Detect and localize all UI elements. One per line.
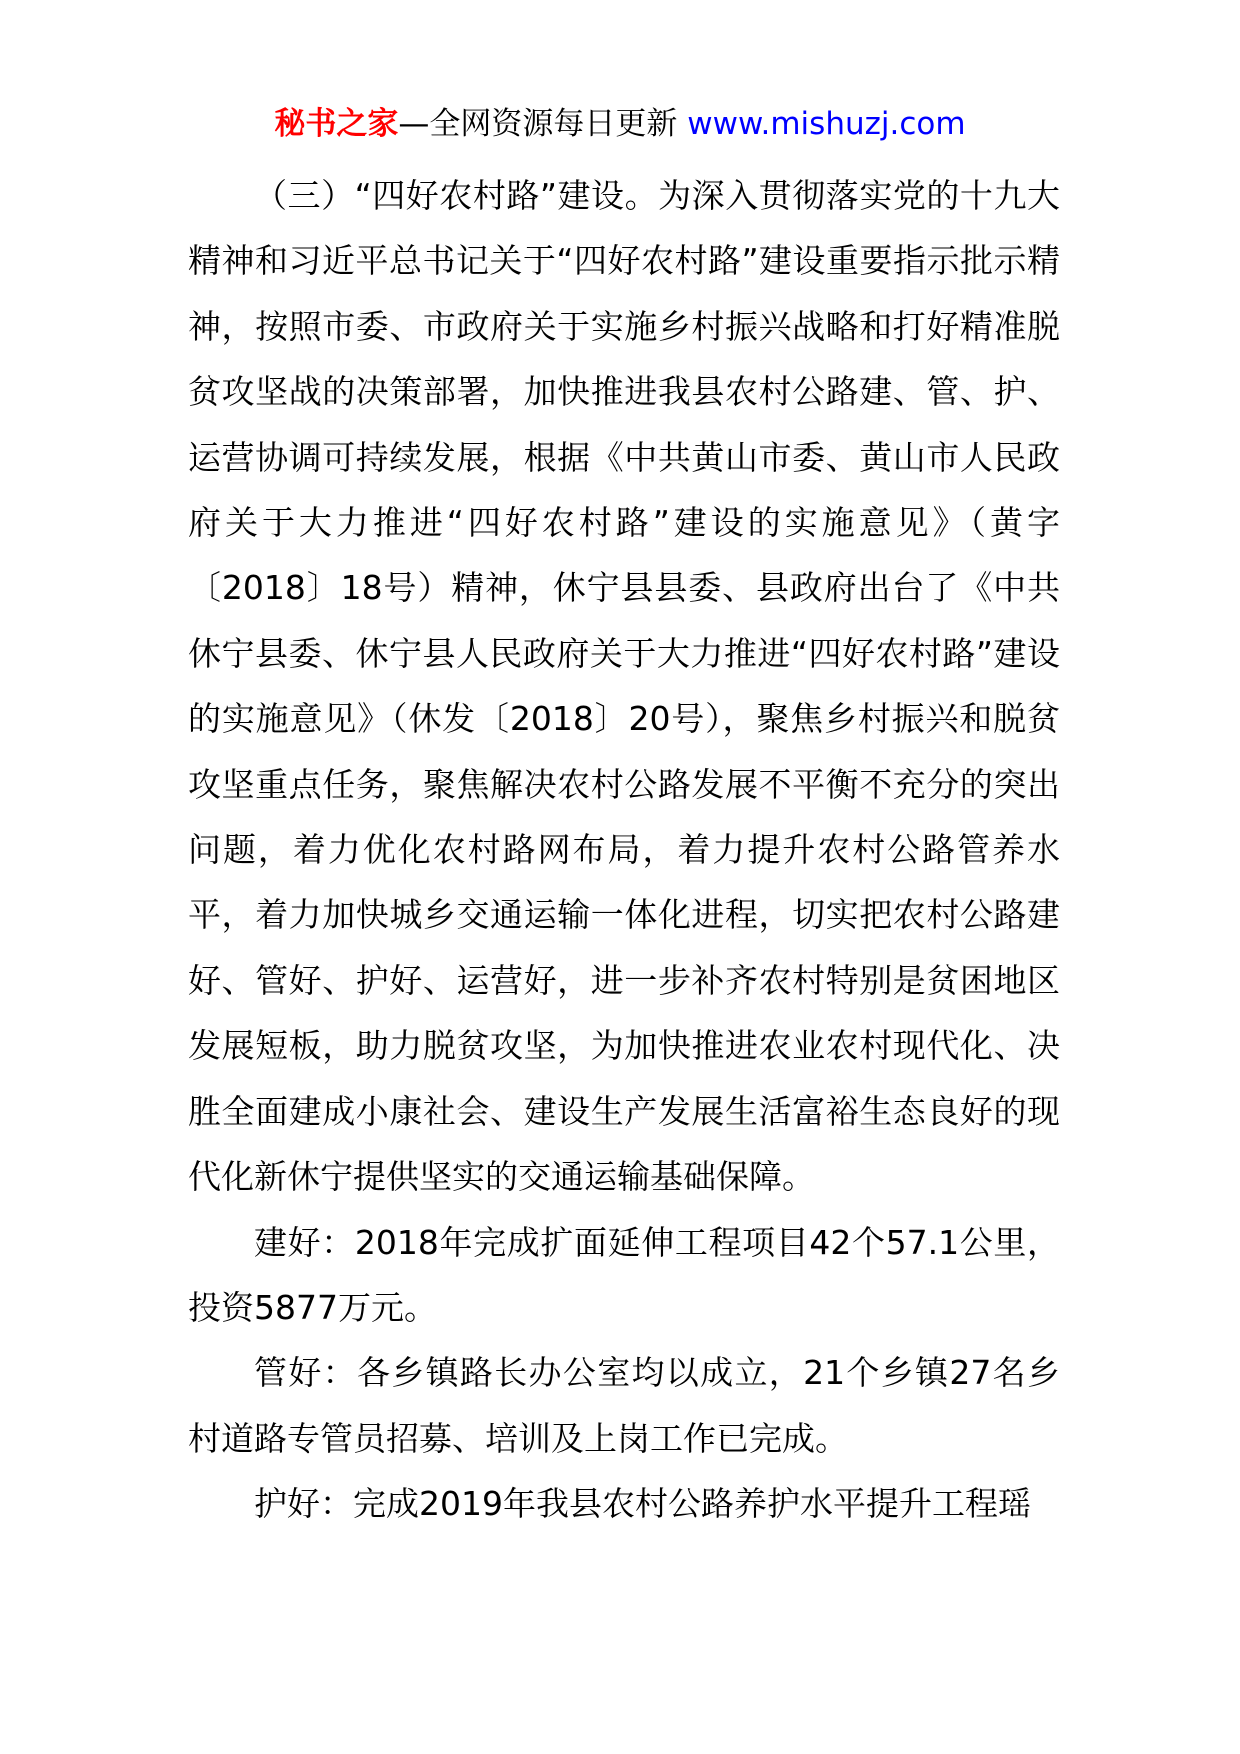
site-header xyxy=(0,104,1240,144)
paragraph-maintain-well: 护好：完成2019年我县农村公路养护水平提升工程瑶 xyxy=(254,1484,1031,1524)
paragraph-build-well: 建好：2018年完成扩面延伸工程项目42个57.1公里，投资5877万元。 xyxy=(188,1222,1060,1327)
site-url-link[interactable]: www.mishuzj.com xyxy=(687,106,966,142)
site-tagline: —全网资源每日更新 xyxy=(398,106,688,142)
paragraph-manage-well: 管好：各乡镇路长办公室均以成立，21个乡镇27名乡村道路专管员招募、培训及上岗工作已完成。 xyxy=(188,1353,1060,1458)
site-brand: 秘书之家 xyxy=(274,106,399,142)
paragraph-four-good-roads: （三）“四好农村路”建设。为深入贯彻落实党的十九大精神和习近平总书记关于“四好农村路”建设重要指示批示精神，按照市委、市政府关于实施乡村振兴战略和打好精准脱贫攻坚战的决策部署，加快推进我县农村公路建、管、护、运营协调可持续发展，根据《中共黄山市委、黄山市人民政府关于大力推进“四好农村路”建设的实施意见》（黄字〔2018〕18号）精神，休宁县县委、县政府出台了《中共休宁县委、休宁县人民政府关于大力推进“四好农村路”建设的实施意见》（休发〔2018〕20号），聚焦乡村振兴和脱贫攻坚重点任务，聚焦解决农村公路发展不平衡不充分的突出问题，着力优化农村路网布局，着力提升农村公路管养水平，着力加快城乡交通运输一体化进程，切实把农村公路建好、管好、护好、运营好，进一步补齐农村特别是贫困地区发展短板，助力脱贫攻坚，为加快推进农业农村现代化、决胜全面建成小康社会、建设生产发展生活富裕生态良好的现代化新休宁提供坚实的交通运输基础保障。 xyxy=(188,176,1060,1197)
document-body xyxy=(188,163,1060,1537)
